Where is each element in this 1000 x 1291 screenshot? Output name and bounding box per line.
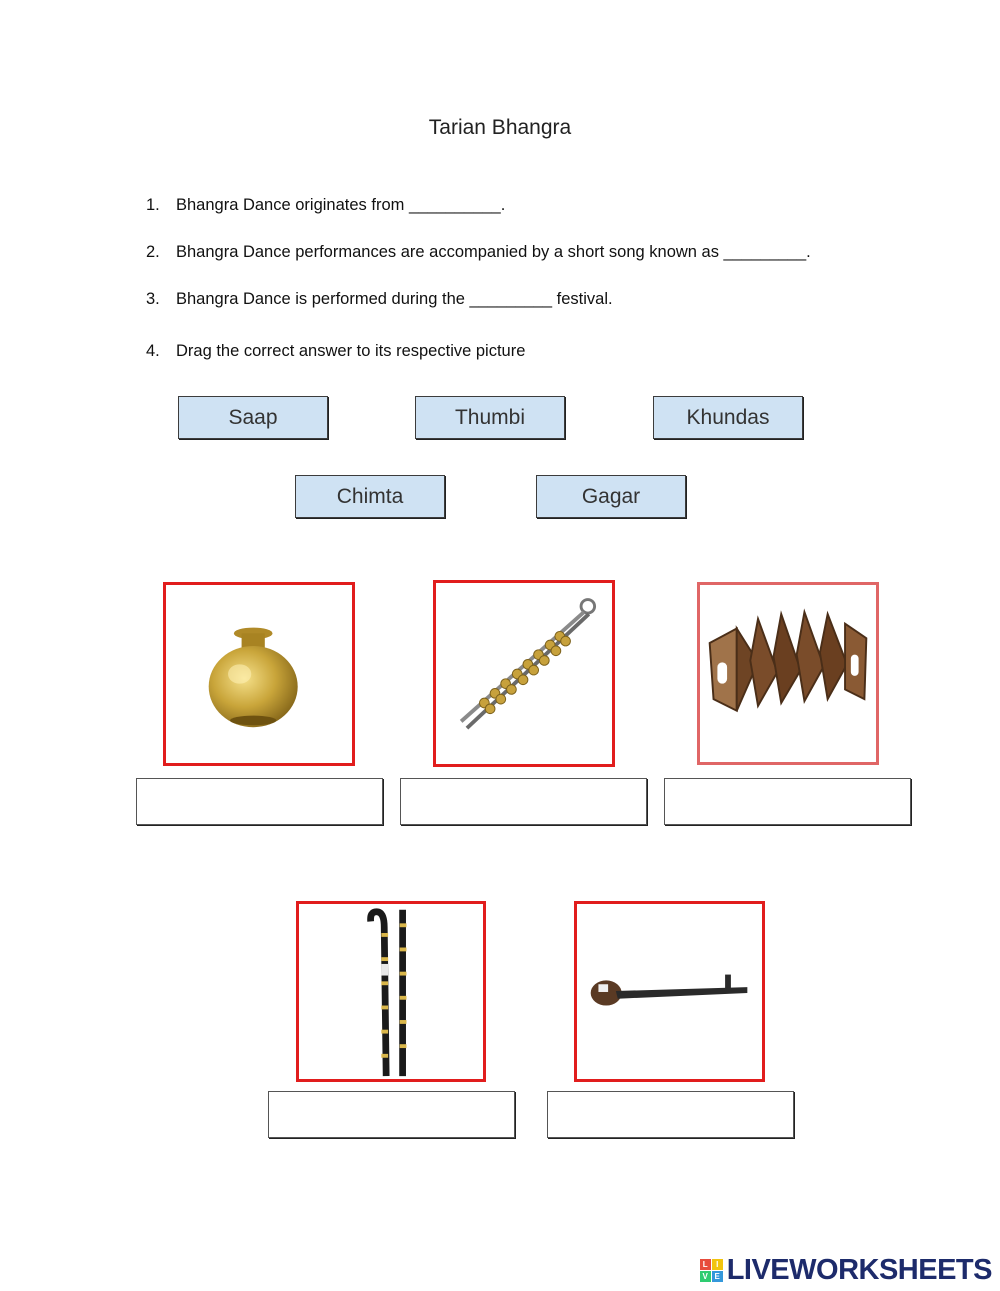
- question-2: [146, 243, 811, 262]
- question-number: 3.: [146, 290, 160, 308]
- question-text: Bhangra Dance performances are accompanied by a short song known as _________.: [176, 243, 811, 261]
- page-title: Tarian Bhangra: [428, 116, 572, 139]
- answer-chip-gagar[interactable]: Gagar: [536, 475, 686, 518]
- khundas-icon: [299, 904, 483, 1079]
- logo-letter: E: [712, 1271, 723, 1282]
- logo-letter: V: [700, 1271, 711, 1282]
- logo-text: LIVEWORKSHEETS: [726, 1254, 992, 1286]
- question-text: Bhangra Dance originates from __________.: [176, 196, 506, 214]
- question-3: [146, 290, 613, 309]
- picture-chimta: [433, 580, 615, 767]
- question-number: 4.: [146, 342, 160, 360]
- answer-chip-thumbi[interactable]: Thumbi: [415, 396, 565, 439]
- logo-letter: I: [712, 1259, 723, 1270]
- logo-letter: L: [700, 1259, 711, 1270]
- answer-chip-khundas[interactable]: Khundas: [653, 396, 803, 439]
- answer-dropzone-1[interactable]: [136, 778, 383, 825]
- answer-dropzone-3[interactable]: [664, 778, 911, 825]
- picture-saap: [697, 582, 879, 765]
- liveworksheets-logo: [700, 1254, 992, 1287]
- picture-thumbi: [574, 901, 765, 1082]
- picture-khundas: [296, 901, 486, 1082]
- picture-brass-pot: [163, 582, 355, 766]
- saap-icon: [700, 585, 876, 762]
- answer-dropzone-4[interactable]: [268, 1091, 515, 1138]
- question-number: 2.: [146, 243, 160, 261]
- question-text: Bhangra Dance is performed during the _________ festival.: [176, 290, 613, 308]
- chimta-icon: [436, 583, 612, 764]
- thumbi-icon: [577, 904, 762, 1079]
- brass-pot-icon: [166, 585, 352, 763]
- answer-chip-chimta[interactable]: Chimta: [295, 475, 445, 518]
- answer-dropzone-5[interactable]: [547, 1091, 794, 1138]
- question-text: Drag the correct answer to its respective picture: [176, 342, 526, 360]
- question-4: [146, 342, 525, 361]
- question-number: 1.: [146, 196, 160, 214]
- answer-chip-saap[interactable]: Saap: [178, 396, 328, 439]
- answer-dropzone-2[interactable]: [400, 778, 647, 825]
- question-1: [146, 196, 505, 215]
- logo-mark-icon: [700, 1259, 723, 1282]
